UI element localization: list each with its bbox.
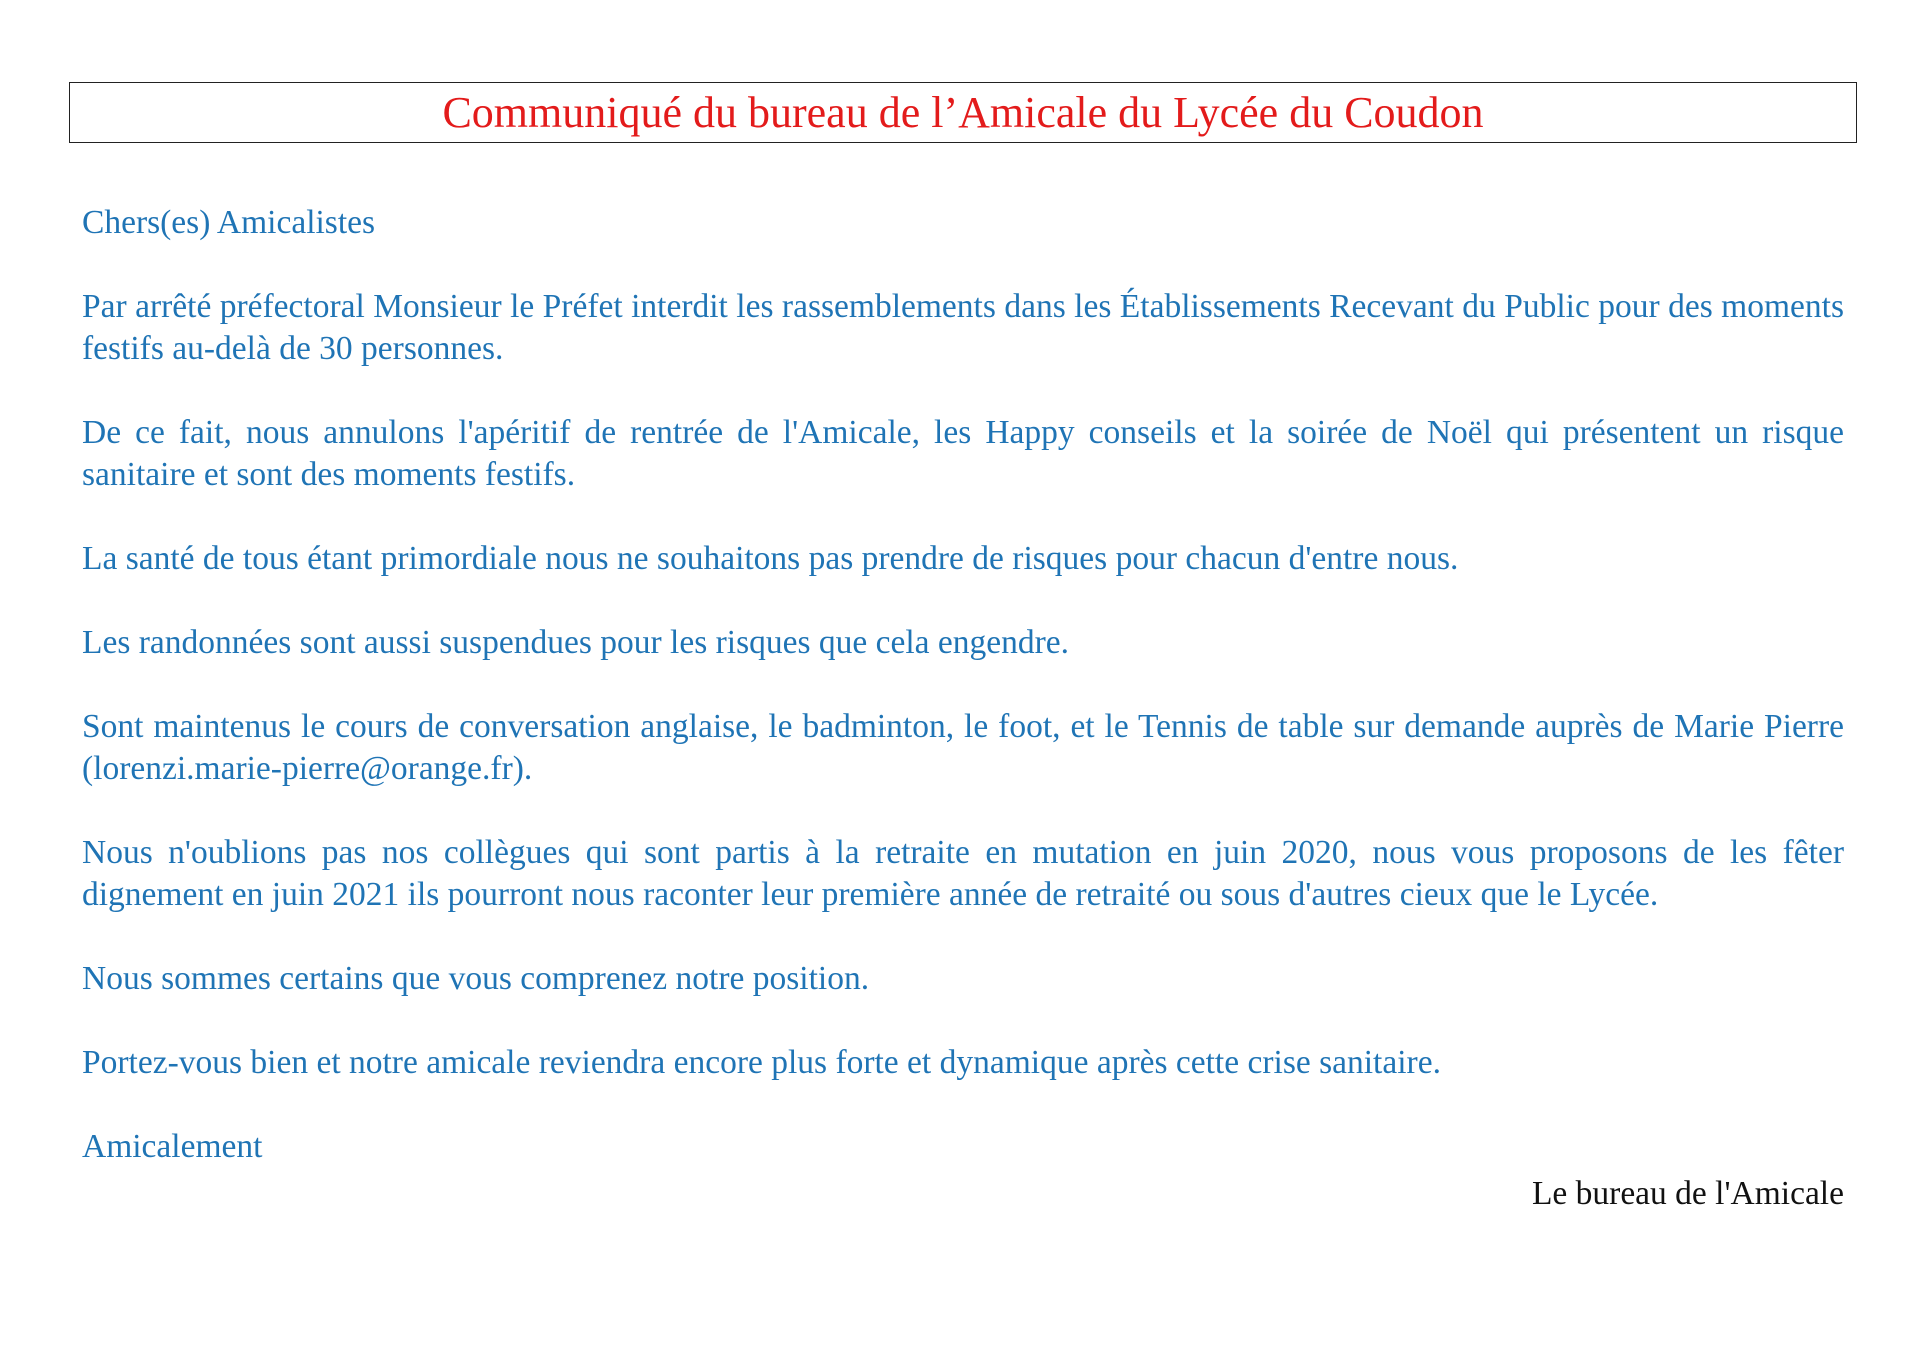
paragraph-understanding: Nous sommes certains que vous comprenez notre position. — [82, 960, 870, 997]
paragraph-closing-wish: Portez-vous bien et notre amicale reviendra encore plus forte et dynamique après cette crise sanitaire. — [82, 1044, 1441, 1081]
closing-salutation: Amicalement — [82, 1128, 263, 1165]
paragraph-health: La santé de tous étant primordiale nous ne souhaitons pas prendre de risques pour chacun d'entre nous. — [82, 540, 1459, 577]
paragraph-maintained-activities: Sont maintenus le cours de conversation anglaise, le badminton, le foot, et le Tennis de table sur demande auprès de Marie Pierre (lorenzi.marie-pierre@orange.fr). — [82, 708, 1844, 787]
document-title: Communiqué du bureau de l’Amicale du Lycée du Coudon — [442, 87, 1484, 137]
paragraph-prefecture-order: Par arrêté préfectoral Monsieur le Préfet interdit les rassemblements dans les Établissements Recevant du Public pour des moments festifs au-delà de 30 personnes. — [82, 288, 1844, 367]
letter-body — [82, 202, 1844, 1168]
title-box — [69, 82, 1857, 143]
signature: Le bureau de l'Amicale — [1531, 1175, 1844, 1212]
greeting: Chers(es) Amicalistes — [82, 204, 376, 241]
paragraph-retirees: Nous n'oublions pas nos collègues qui sont partis à la retraite en mutation en juin 2020, nous vous proposons de les fêter dignement en juin 2021 ils pourront nous raconter leur première année de retraité ou sous d'autres cieux que le Lycée. — [82, 834, 1844, 913]
paragraph-cancellations: De ce fait, nous annulons l'apéritif de rentrée de l'Amicale, les Happy conseils et la soirée de Noël qui présentent un risque sanitaire et sont des moments festifs. — [82, 414, 1844, 493]
paragraph-hikes-suspended: Les randonnées sont aussi suspendues pour les risques que cela engendre. — [82, 624, 1070, 661]
